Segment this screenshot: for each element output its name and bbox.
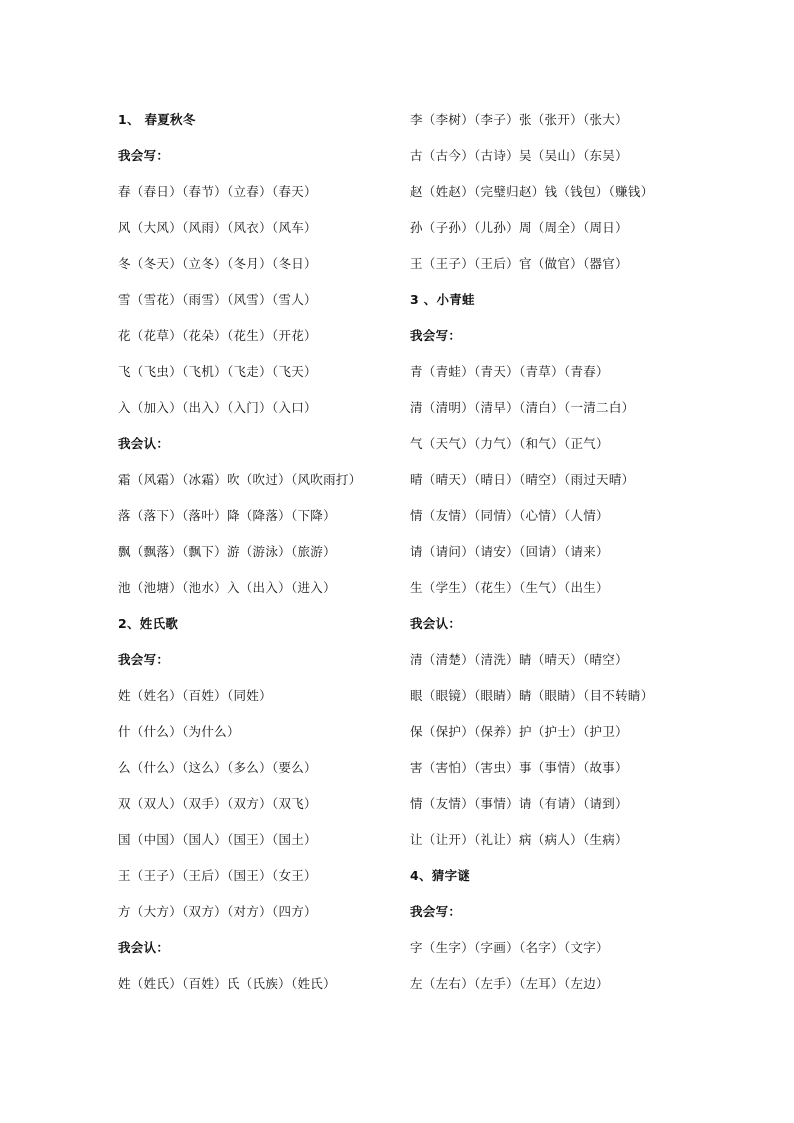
vocab-line: 让（让开）（礼让）病（病人）（生病） — [410, 832, 628, 847]
vocab-line: 古（古今）（古诗）吴（吴山）（东吴） — [410, 148, 628, 163]
vocab-line: 雪（雪花）（雨雪）（风雪）（雪人） — [118, 292, 317, 307]
vocab-line: 气（天气）（力气）（和气）（正气） — [410, 436, 609, 451]
vocab-line: 李（李树）（李子）张（张开）（张大） — [410, 112, 628, 127]
subheading: 我会写： — [118, 148, 170, 163]
vocab-line: 晴（晴天）（晴日）（晴空）（雨过天晴） — [410, 472, 635, 487]
subheading: 我会认： — [118, 940, 170, 955]
section-heading: 3 、小青蛙 — [410, 292, 475, 307]
vocab-line: 赵（姓赵）（完璧归赵）钱（钱包）（赚钱） — [410, 184, 654, 199]
vocab-line: 保（保护）（保养）护（护士）（护卫） — [410, 724, 628, 739]
section-heading: 4、猜字谜 — [410, 868, 471, 883]
vocab-line: 清（清明）（清早）（清白）（一清二白） — [410, 400, 635, 415]
section-heading: 2、姓氏歌 — [118, 616, 179, 631]
vocab-line: 孙（子孙）（儿孙）周（周全）（周日） — [410, 220, 628, 235]
vocab-line: 王（王子）（王后）（国王）（女王） — [118, 868, 317, 883]
vocab-line: 池（池塘）（池水）入（出入）（进入） — [118, 580, 336, 595]
subheading: 我会认： — [410, 616, 462, 631]
vocab-line: 姓（姓氏）（百姓）氏（氏族）（姓氏） — [118, 976, 336, 991]
vocab-line: 害（害怕）（害虫）事（事情）（故事） — [410, 760, 628, 775]
left-column — [118, 109, 398, 1009]
vocab-line: 入（加入）（出入）（入门）（入口） — [118, 400, 317, 415]
vocab-line: 字（生字）（字画）（名字）（文字） — [410, 940, 609, 955]
right-column — [410, 109, 710, 1009]
vocab-line: 飘（飘落）（飘下）游（游泳）（旅游） — [118, 544, 336, 559]
vocab-line: 方（大方）（双方）（对方）（四方） — [118, 904, 317, 919]
vocab-line: 国（中国）（国人）（国王）（国土） — [118, 832, 317, 847]
subheading: 我会写： — [410, 904, 462, 919]
vocab-line: 清（清楚）（清洗）睛（晴天）（晴空） — [410, 652, 628, 667]
vocab-line: 情（友情）（事情）请（有请）（请到） — [410, 796, 628, 811]
vocab-line: 姓（姓名）（百姓）（同姓） — [118, 688, 272, 703]
vocab-line: 冬（冬天）（立冬）（冬月）（冬日） — [118, 256, 317, 271]
subheading: 我会认： — [118, 436, 170, 451]
vocab-line: 花（花草）（花朵）（花生）（开花） — [118, 328, 317, 343]
vocab-line: 生（学生）（花生）（生气）（出生） — [410, 580, 609, 595]
vocab-line: 情（友情）（同情）（心情）（人情） — [410, 508, 609, 523]
vocab-line: 王（王子）（王后）官（做官）（器官） — [410, 256, 628, 271]
vocab-line: 风（大风）（风雨）（风衣）（风车） — [118, 220, 317, 235]
vocab-line: 双（双人）（双手）（双方）（双飞） — [118, 796, 317, 811]
vocab-line: 落（落下）（落叶）降（降落）（下降） — [118, 508, 336, 523]
subheading: 我会写： — [410, 328, 462, 343]
vocab-line: 左（左右）（左手）（左耳）（左边） — [410, 976, 609, 991]
vocab-line: 青（青蛙）（青天）（青草）（青春） — [410, 364, 609, 379]
vocab-line: 么（什么）（这么）（多么）（要么） — [118, 760, 317, 775]
vocab-line: 眼（眼镜）（眼睛）睛（眼睛）（目不转睛） — [410, 688, 654, 703]
vocab-line: 请（请问）（请安）（回请）（请来） — [410, 544, 609, 559]
section-heading: 1、 春夏秋冬 — [118, 112, 196, 127]
vocab-line: 霜（风霜）（冰霜）吹（吹过）（风吹雨打） — [118, 472, 362, 487]
vocab-line: 飞（飞虫）（飞机）（飞走）（飞天） — [118, 364, 317, 379]
vocab-line: 春（春日）（春节）（立春）（春天） — [118, 184, 317, 199]
subheading: 我会写： — [118, 652, 170, 667]
vocab-line: 什（什么）（为什么） — [118, 724, 240, 739]
